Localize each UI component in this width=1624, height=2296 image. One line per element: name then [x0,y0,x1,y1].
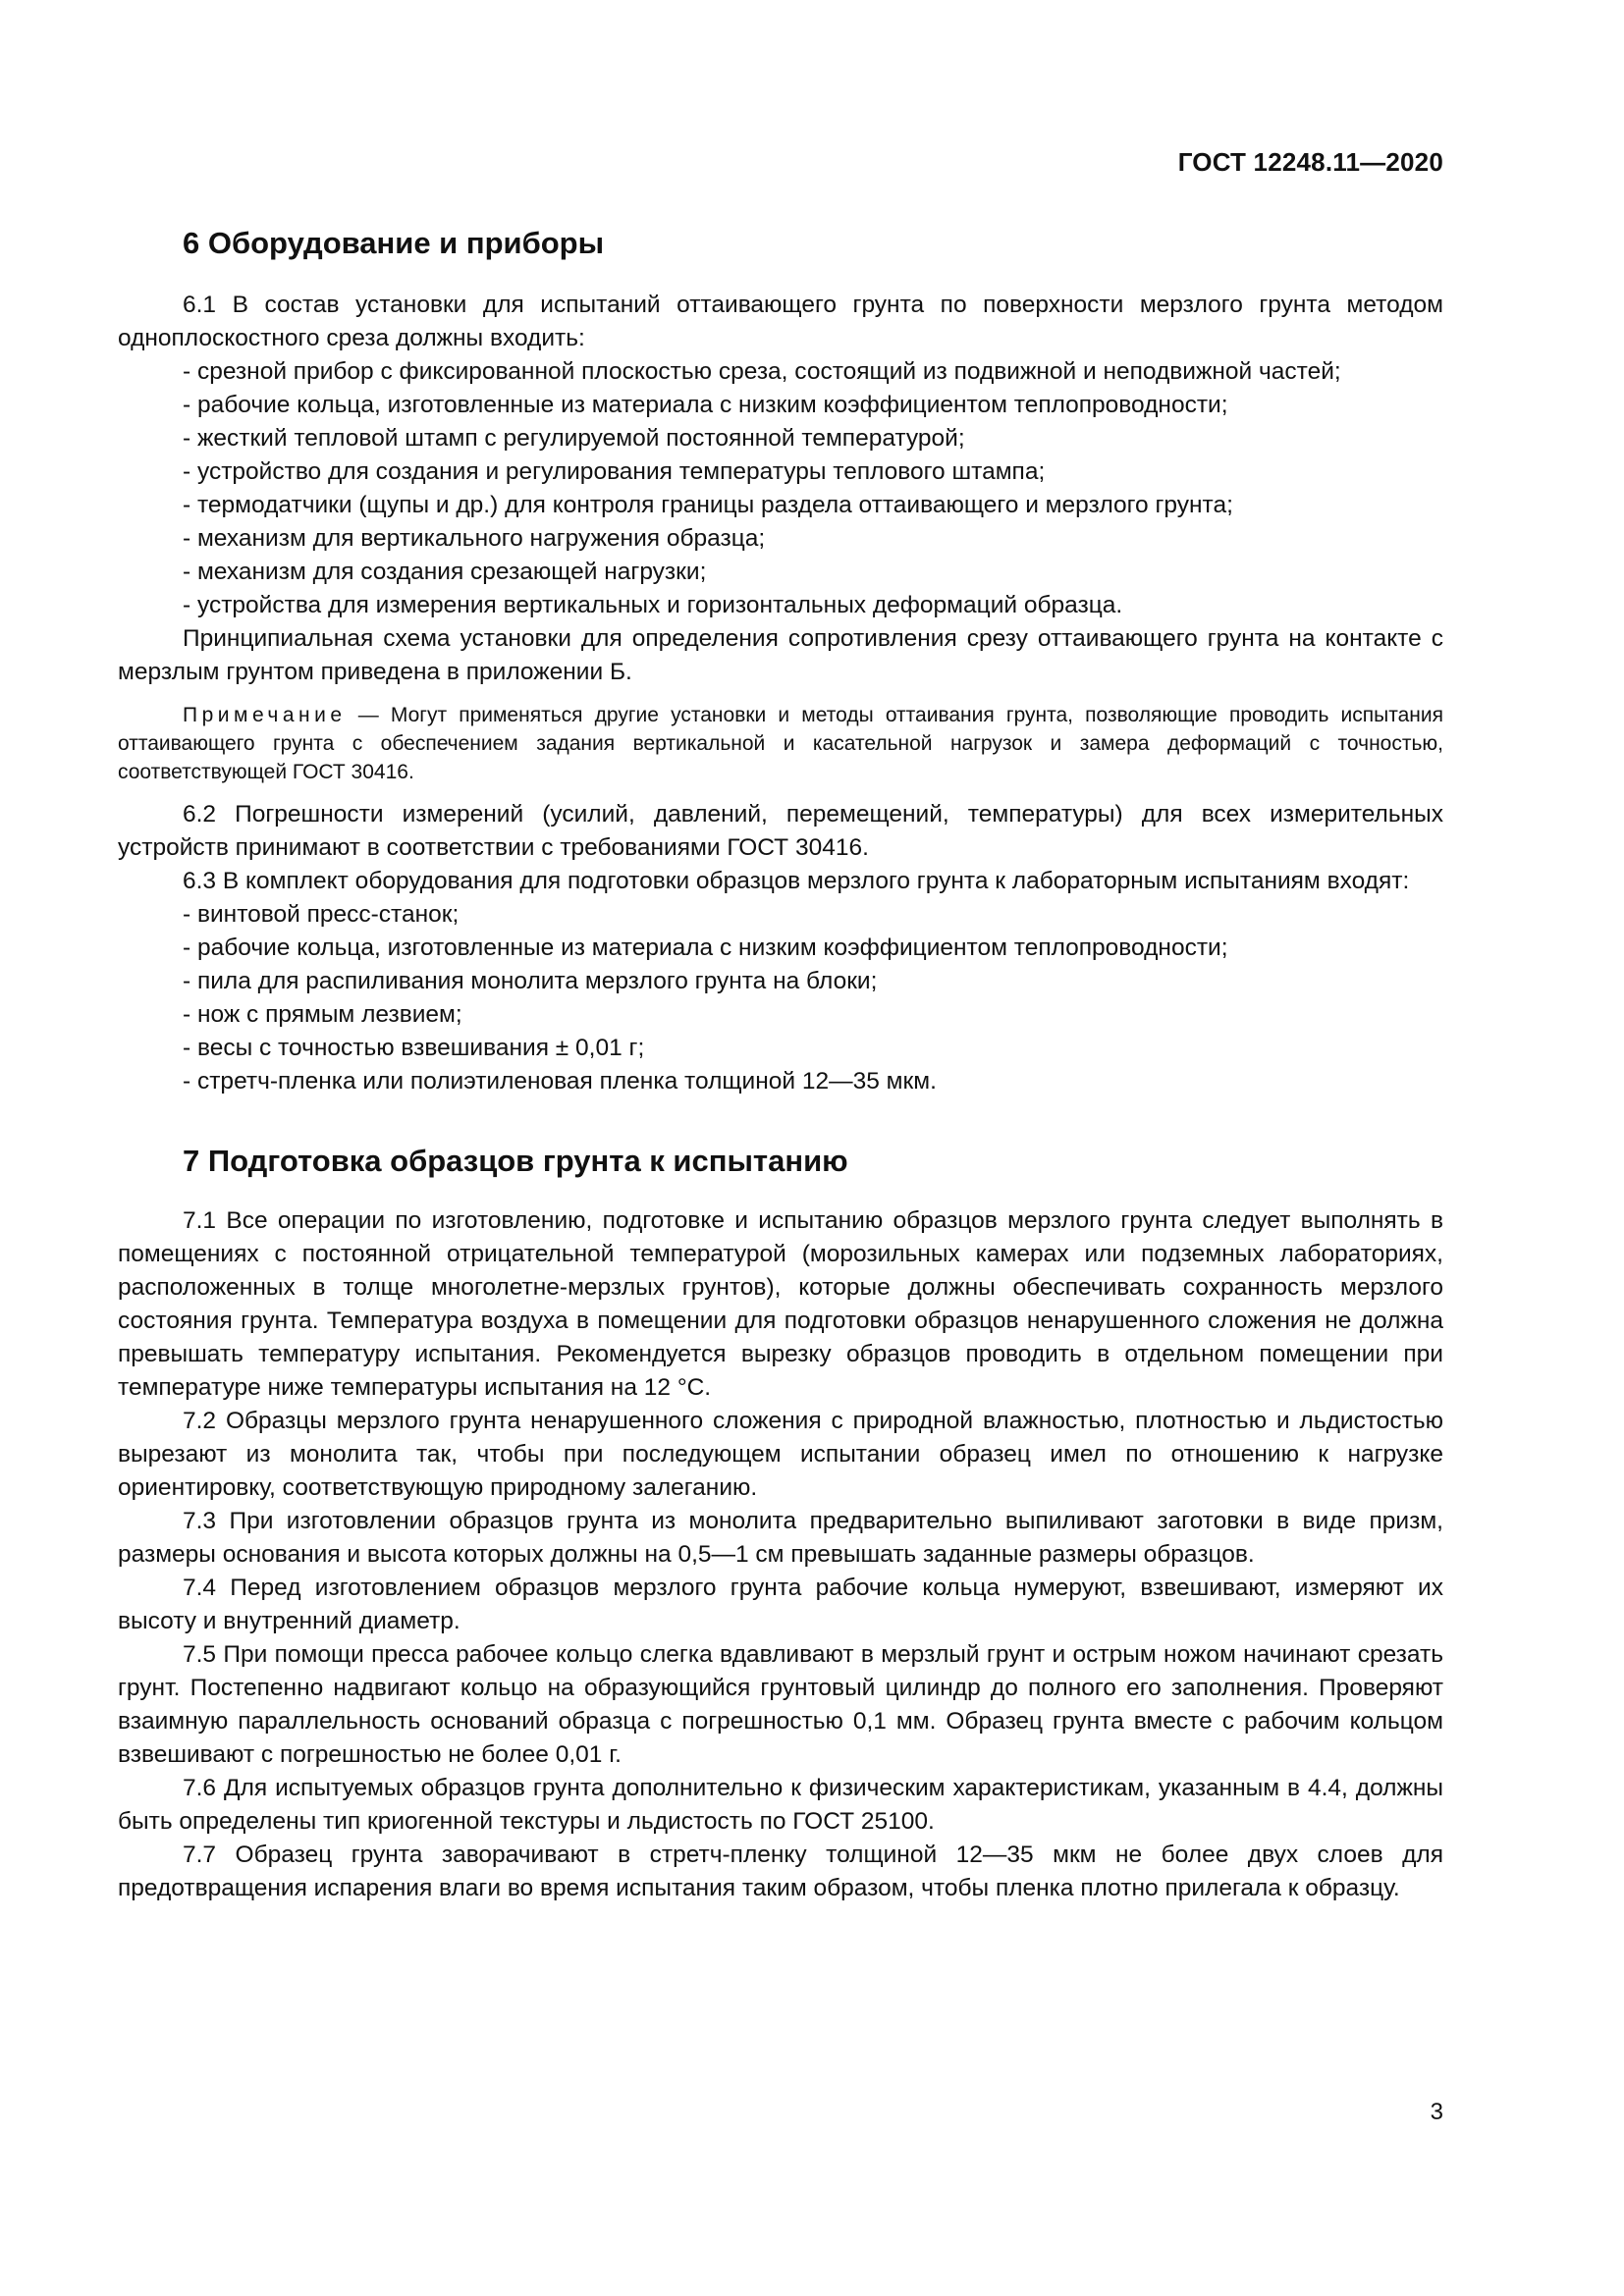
page-number: 3 [1430,2099,1443,2125]
document-code: ГОСТ 12248.11—2020 [1177,147,1443,177]
paragraph-7-1: 7.1 Все операции по изготовлению, подготовке и испытанию образцов мерзлого грунта следует выполнять в помещениях с постоянной отрицательной температурой (морозильных камерах или подземных лабораториях, расположенных в толще многолетне-мерзлых грунтов), которые должны обеспечивать сохранность мерзлого состояния грунта. Температура воздуха в помещении для подготовки образцов ненарушенного сложения не должна превышать температуру испытания. Рекомендуется вырезку образцов проводить в отдельном помещении при температуре ниже температуры испытания на 12 °С. [118,1207,1443,1401]
note-label: Примечание [183,704,347,726]
section-7-title: 7 Подготовка образцов грунта к испытанию [183,1144,848,1178]
paragraph-scheme: Принципиальная схема установки для определения сопротивления срезу оттаивающего грунта на контакте с мерзлым грунтом приведена в приложении Б. [118,625,1443,685]
list-item: - жесткий тепловой штамп с регулируемой постоянной температурой; [183,425,965,452]
list-item: - устройства для измерения вертикальных и горизонтальных деформаций образца. [183,592,1123,618]
list-item: - винтовой пресс-станок; [183,901,460,928]
paragraph-6-1: 6.1 В состав установки для испытаний оттаивающего грунта по поверхности мерзлого грунта методом одноплоскостного среза должны входить: [118,292,1443,351]
paragraph-7-4: 7.4 Перед изготовлением образцов мерзлого грунта рабочие кольца нумеруют, взвешивают, измеряют их высоту и внутренний диаметр. [118,1575,1443,1634]
page-content [118,224,1443,1905]
paragraph-6-3: 6.3 В комплект оборудования для подготовки образцов мерзлого грунта к лабораторным испытаниям входят: [183,868,1410,894]
list-item: - весы с точностью взвешивания ± 0,01 г; [183,1035,645,1061]
list-item: - механизм для создания срезающей нагрузки; [183,559,707,585]
paragraph-7-5: 7.5 При помощи пресса рабочее кольцо слегка вдавливают в мерзлый грунт и острым ножом начинают срезать грунт. Постепенно надвигают кольцо на образующийся грунтовый цилиндр до полного его заполнения. Проверяют взаимную параллельность оснований образца с погрешностью 0,1 мм. Образец грунта вместе с рабочим кольцом взвешивают с погрешностью не более 0,01 г. [118,1641,1443,1768]
paragraph-7-3: 7.3 При изготовлении образцов грунта из монолита предварительно выпиливают заготовки в виде призм, размеры основания и высота которых должны на 0,5—1 см превышать заданные размеры образцов. [118,1508,1443,1568]
list-item: - рабочие кольца, изготовленные из материала с низким коэффициентом теплопроводности; [183,934,1228,961]
list-item: - термодатчики (щупы и др.) для контроля границы раздела оттаивающего и мерзлого грунта; [183,492,1233,518]
note [118,701,1443,786]
list-item: - срезной прибор с фиксированной плоскостью среза, состоящий из подвижной и неподвижной частей; [183,358,1341,385]
note-text: — Могут применяться другие установки и методы оттаивания грунта, позволяющие проводить испытания оттаивающего грунта с обеспечением задания вертикальной и касательной нагрузок и замера деформаций с точностью, соответствующей ГОСТ 30416. [118,704,1443,783]
list-item: - стретч-пленка или полиэтиленовая пленка толщиной 12—35 мкм. [183,1068,937,1095]
paragraph-7-6: 7.6 Для испытуемых образцов грунта дополнительно к физическим характеристикам, указанным в 4.4, должны быть определены тип криогенной текстуры и льдистость по ГОСТ 25100. [118,1775,1443,1835]
list-item: - механизм для вертикального нагружения образца; [183,525,766,552]
paragraph-7-2: 7.2 Образцы мерзлого грунта ненарушенного сложения с природной влажностью, плотностью и льдистостью вырезают из монолита так, чтобы при последующем испытании образец имел по отношению к нагрузке ориентировку, соответствующую природному залеганию. [118,1408,1443,1501]
list-item: - рабочие кольца, изготовленные из материала с низким коэффициентом теплопроводности; [183,392,1228,418]
list-item: - пила для распиливания монолита мерзлого грунта на блоки; [183,968,878,994]
list-item: - нож с прямым лезвием; [183,1001,462,1028]
paragraph-6-2: 6.2 Погрешности измерений (усилий, давлений, перемещений, температуры) для всех измерительных устройств принимают в соответствии с требованиями ГОСТ 30416. [118,801,1443,861]
section-6-title: 6 Оборудование и приборы [183,226,605,260]
paragraph-7-7: 7.7 Образец грунта заворачивают в стретч-пленку толщиной 12—35 мкм не более двух слоев для предотвращения испарения влаги во время испытания таким образом, чтобы пленка плотно прилегала к образцу. [118,1842,1443,1901]
list-item: - устройство для создания и регулирования температуры теплового штампа; [183,458,1046,485]
